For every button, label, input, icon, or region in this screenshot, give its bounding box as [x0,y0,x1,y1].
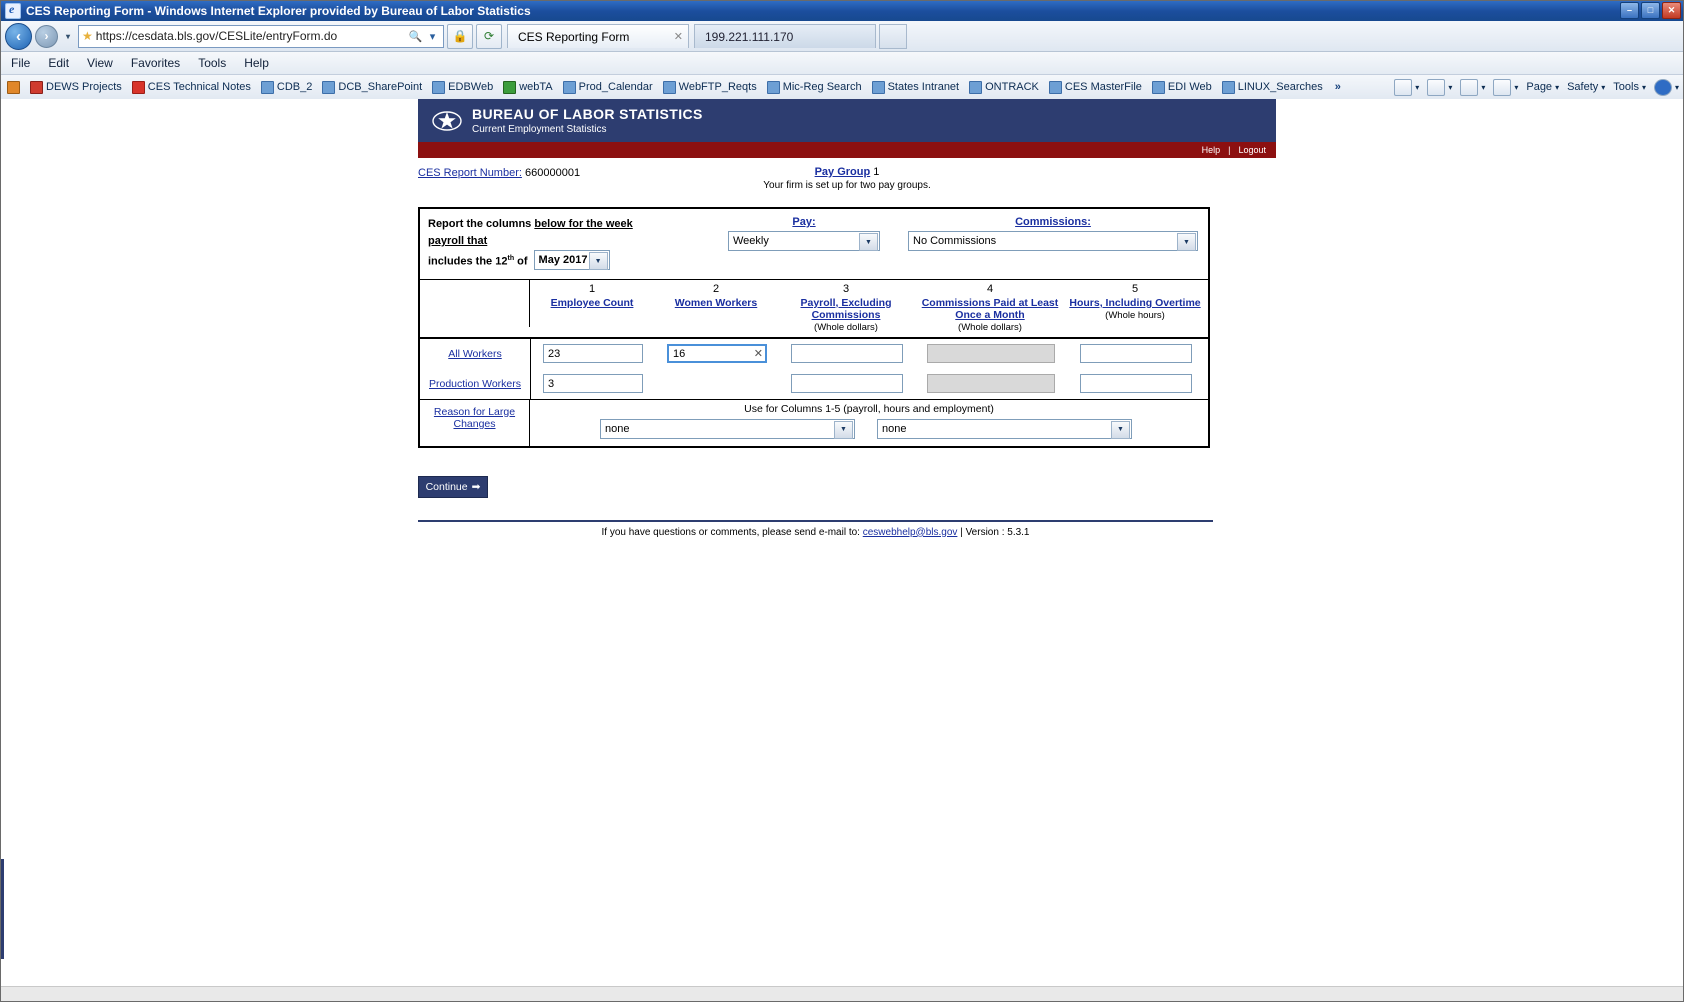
reason-select-2[interactable] [877,419,1132,439]
pay-label[interactable]: Pay: [792,216,816,228]
favorite-label: Mic-Reg Search [782,81,862,93]
column-header-hours [1066,297,1204,337]
column-header-payroll [778,297,914,337]
instruction-line1-a: Report the columns [428,218,535,230]
chevron-down-icon[interactable]: ▼ [589,252,608,270]
column-header-employee-count [530,297,654,337]
help-icon[interactable]: ▾ [1654,79,1679,96]
ces-report-number-value: 660000001 [525,167,581,179]
menu-file[interactable]: File [11,56,31,70]
arrow-right-icon: ➡ [471,480,481,493]
instruction-line2-b: of [514,255,528,268]
reporting-form-table [418,207,1210,448]
tools-menu[interactable]: Tools ▾ [1613,81,1646,93]
favorite-dcb-sharepoint[interactable] [322,81,422,94]
reason-body [530,400,1208,446]
commissions-label[interactable]: Commissions: [1015,216,1091,228]
column-number-2: 2 [712,282,720,295]
home-icon[interactable]: ▾ [1394,79,1419,96]
recent-pages-dropdown-icon[interactable]: ▾ [65,31,70,41]
favorite-dews-projects[interactable] [30,81,122,94]
favorite-states-intranet[interactable] [872,81,960,94]
utility-separator: | [1228,145,1231,155]
input-all-workers-employee-count[interactable] [543,344,643,363]
favorites-overflow-icon[interactable]: » [1334,81,1341,93]
minimize-button[interactable]: – [1620,2,1639,19]
security-lock-icon[interactable]: 🔒 [447,24,473,49]
new-tab-button[interactable] [879,24,907,49]
favorite-label: CES MasterFile [1064,81,1142,93]
chevron-down-icon[interactable]: ▼ [1111,421,1130,439]
favorite-label: DEWS Projects [46,81,122,93]
column-header-commissions [914,297,1066,337]
column-number-spacer [420,280,530,297]
cell-production-workers-payroll [779,369,915,399]
input-wrapper-women-workers [667,344,767,363]
reason-select-1[interactable] [600,419,855,439]
bls-logo-icon [432,106,462,136]
forward-button[interactable]: › [35,25,58,48]
pay-select-value: Weekly [733,235,769,247]
column-header-spacer [420,297,530,327]
favorite-ces-technical-notes[interactable] [132,81,251,94]
instruction-line2-a: includes the 12 [428,255,508,268]
favorite-webftp-reqts[interactable] [663,81,757,94]
column-number-5: 5 [1131,282,1139,295]
support-email-link[interactable]: ceswebhelp@bls.gov [862,526,958,538]
cell-all-workers-hours [1067,339,1205,369]
favorite-prod-calendar[interactable] [563,81,653,94]
ces-form-page [418,99,1276,538]
site-utility-bar [418,142,1276,158]
favorite-cdb-2[interactable] [261,81,312,94]
payroll-link[interactable]: Payroll, Excluding Commissions [800,296,892,321]
favorite-linux-searches[interactable] [1222,81,1323,94]
page-left-accent [1,859,4,959]
address-bar[interactable] [78,25,444,48]
input-production-workers-employee-count[interactable] [543,374,643,393]
search-icon[interactable]: 🔍 [408,30,423,43]
column-header-row [420,297,1208,338]
favorite-label: EDBWeb [448,81,494,93]
commissions-select-value: No Commissions [913,235,997,247]
continue-button[interactable] [418,476,488,498]
page-menu[interactable]: Page ▾ [1526,81,1560,93]
input-production-workers-payroll[interactable] [791,374,903,393]
commissions-unit: (Whole dollars) [958,321,1022,333]
column-number-row [420,280,1208,297]
input-production-workers-commissions-disabled [927,374,1055,393]
favorites-add-icon[interactable] [7,81,20,94]
row-label-production-workers [420,369,531,399]
production-workers-link[interactable]: Production Workers [428,377,521,390]
mail-icon[interactable]: ▾ [1460,79,1485,96]
input-all-workers-women-workers[interactable] [667,344,767,363]
menu-help[interactable]: Help [244,56,269,70]
favorite-edi-web[interactable] [1152,81,1212,94]
favorite-label: Prod_Calendar [578,81,653,93]
reason-section [420,399,1208,446]
reason-note: Use for Columns 1-5 (payroll, hours and employment) [744,402,994,415]
favorites-star-icon[interactable]: ★ [82,29,93,43]
pay-frequency-group [728,216,880,251]
instruction-line2 [428,250,528,271]
tab-label: CES Reporting Form [518,29,630,44]
employee-count-link[interactable]: Employee Count [550,296,634,309]
cell-production-workers-women-workers [655,369,779,399]
column-number-3: 3 [842,282,850,295]
menu-edit[interactable]: Edit [48,56,70,70]
favorite-label: CDB_2 [276,81,313,93]
reason-select-1-value: none [605,422,630,435]
input-production-workers-hours[interactable] [1080,374,1192,393]
feeds-icon[interactable]: ▾ [1427,79,1452,96]
favorite-ces-masterfile[interactable] [1049,81,1142,94]
chevron-down-icon[interactable]: ▼ [859,233,878,251]
program-name: Current Employment Statistics [472,124,607,135]
footer-text: If you have questions or comments, please send e-mail to: [601,526,860,538]
cell-all-workers-employee-count [531,339,655,369]
reason-selects [530,419,1208,446]
address-text: https://cesdata.bls.gov/CESLite/entryForm.do [95,29,338,43]
favorite-webta[interactable] [503,81,552,94]
favorite-label: CES Technical Notes [147,81,251,93]
commissions-link[interactable]: Commissions Paid at Least Once a Month [921,296,1059,321]
hours-unit: (Whole hours) [1105,309,1165,321]
cell-all-workers-payroll [779,339,915,369]
tab-ip-address[interactable] [694,24,876,48]
cell-all-workers-women-workers [655,339,779,369]
logout-link[interactable]: Logout [1238,145,1266,155]
form-top-section [420,209,1208,280]
form-instruction [420,216,638,271]
commissions-select[interactable] [908,231,1198,251]
cell-all-workers-commissions [915,339,1067,369]
command-bar [1394,75,1679,99]
tab-label: 199.221.111.170 [705,29,794,44]
favorite-ontrack[interactable] [969,81,1039,94]
safety-menu[interactable]: Safety ▾ [1567,81,1606,93]
favorites-bar [1,75,1683,100]
reason-for-large-changes-link[interactable]: Reason for Large Changes [433,405,516,430]
navigation-bar [1,21,1683,52]
favorite-label: ONTRACK [985,81,1039,93]
tab-ces-reporting-form[interactable] [507,24,689,48]
close-button[interactable]: ✕ [1662,2,1681,19]
favorite-mic-reg-search[interactable] [767,81,862,94]
menu-favorites[interactable]: Favorites [130,56,181,70]
month-select[interactable] [534,250,610,270]
instruction-line2-sup: th [507,255,515,262]
favorite-label: States Intranet [887,81,960,93]
help-link[interactable]: Help [1201,145,1221,155]
instruction-line1-b: below for the week payroll that [428,218,633,247]
cell-production-workers-commissions [915,369,1067,399]
search-dropdown-icon[interactable]: ▾ [429,30,436,43]
window-controls [1620,2,1681,19]
chevron-down-icon[interactable]: ▼ [1177,233,1196,251]
pay-group-note: Your firm is set up for two pay groups. [763,180,931,191]
maximize-button[interactable]: □ [1641,2,1660,19]
footer-separator: | [960,526,963,538]
table-row [420,338,1208,369]
clear-icon[interactable]: ✕ [753,348,763,361]
reason-select-2-value: none [882,422,907,435]
ces-report-number-link[interactable]: CES Report Number: [418,167,522,179]
agency-name: BUREAU OF LABOR STATISTICS [472,106,703,122]
chevron-down-icon[interactable]: ▼ [834,421,853,439]
cell-production-workers-hours [1067,369,1205,399]
input-all-workers-payroll[interactable] [791,344,903,363]
menu-bar [1,52,1683,75]
table-row [420,369,1208,399]
site-header-text [472,106,703,135]
favorite-label: EDI Web [1167,81,1212,93]
continue-label: Continue [425,480,468,493]
refresh-icon[interactable]: ⟳ [476,24,502,49]
favorite-edbweb[interactable] [432,81,493,94]
back-button[interactable]: ‹ [5,23,32,50]
input-all-workers-hours[interactable] [1080,344,1192,363]
site-header [418,99,1276,142]
hours-link[interactable]: Hours, Including Overtime [1069,296,1201,309]
reason-label [420,400,530,446]
column-number-4: 4 [986,282,994,295]
payroll-unit: (Whole dollars) [814,321,878,333]
menu-tools[interactable]: Tools [198,56,227,70]
status-bar [1,986,1684,1001]
print-icon[interactable]: ▾ [1493,79,1518,96]
favorite-label: LINUX_Searches [1237,81,1323,93]
footer [418,522,1213,538]
month-select-value: May 2017 [538,253,588,266]
all-workers-link[interactable]: All Workers [448,347,502,360]
tab-close-icon[interactable]: ✕ [673,31,683,43]
input-all-workers-commissions-disabled [927,344,1055,363]
window-title-bar [1,1,1683,21]
favorite-label: DCB_SharePoint [338,81,423,93]
row-label-all-workers [420,339,531,369]
pay-group-value: 1 [873,166,880,178]
favorite-label: webTA [519,81,553,93]
commissions-group [908,216,1198,251]
internet-explorer-icon [5,3,21,19]
cell-production-workers-employee-count [531,369,655,399]
page-content [1,99,1684,1002]
pay-select[interactable] [728,231,880,251]
women-workers-link[interactable]: Women Workers [674,296,758,309]
column-header-women-workers [654,297,778,337]
menu-view[interactable]: View [87,56,113,70]
window-title: CES Reporting Form - Windows Internet Explorer provided by Bureau of Labor Statistics [26,4,531,18]
column-number-1: 1 [588,282,596,295]
pay-group-link[interactable]: Pay Group [814,166,871,178]
favorite-label: WebFTP_Reqts [678,81,757,93]
version-label: Version : 5.3.1 [965,526,1030,538]
